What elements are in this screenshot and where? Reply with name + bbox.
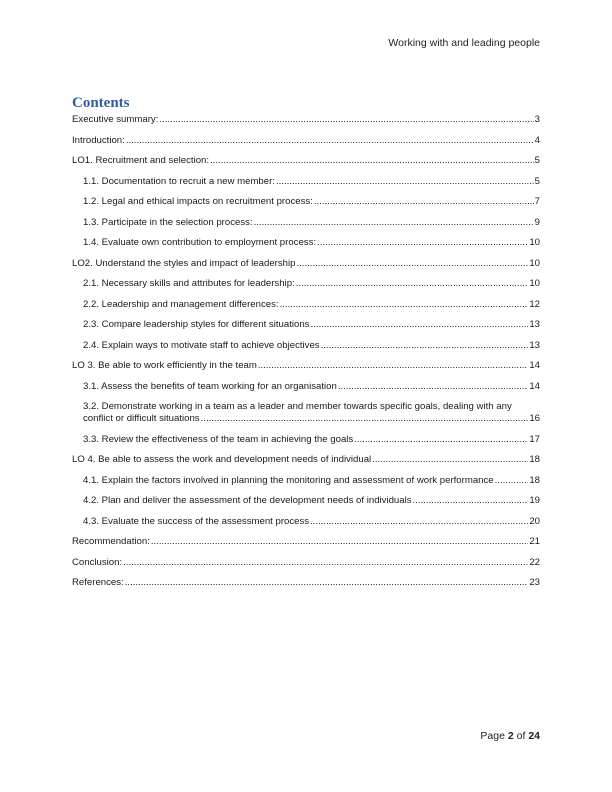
page-footer [480, 730, 540, 742]
toc-entry[interactable]: LO 4. Be able to assess the work and development needs of individual ..... 18 [72, 454, 540, 466]
page-label: Page [480, 730, 505, 742]
total-pages: 24 [528, 730, 540, 742]
toc-entry[interactable]: LO2. Understand the styles and impact of leadership ..... 10 [72, 258, 540, 270]
toc-entry[interactable]: 3.1. Assess the benefits of team working for an organisation ..... 14 [72, 381, 540, 393]
current-page-number: 2 [507, 730, 514, 742]
toc-entry[interactable]: 2.2. Leadership and management differences: ..... 12 [72, 299, 540, 311]
toc-entry[interactable]: References: ..... 23 [72, 577, 540, 589]
toc-entry[interactable]: 4.1. Explain the factors involved in planning the monitoring and assessment of work performance ..... 18 [72, 475, 540, 487]
toc-entry[interactable]: 2.1. Necessary skills and attributes for leadership: ..... 10 [72, 278, 540, 290]
toc-entry[interactable]: 1.2. Legal and ethical impacts on recruitment process: ..... 7 [72, 196, 540, 208]
toc-entry[interactable]: 3.3. Review the effectiveness of the team in achieving the goals ..... 17 [72, 434, 540, 446]
toc-entry[interactable]: 1.1. Documentation to recruit a new member: ..... 5 [72, 176, 540, 188]
toc-entry[interactable]: LO1. Recruitment and selection: ..... 5 [72, 155, 540, 167]
toc-entry[interactable]: 2.4. Explain ways to motivate staff to achieve objectives ..... 13 [72, 340, 540, 352]
toc-entry[interactable]: 1.3. Participate in the selection process: ..... 9 [72, 217, 540, 229]
of-label: of [516, 730, 526, 742]
toc-heading: Contents [72, 95, 130, 111]
toc-entry[interactable]: 4.2. Plan and deliver the assessment of the development needs of individuals ..... 19 [72, 495, 540, 507]
toc-entry[interactable]: 3.2. Demonstrate working in a team as a leader and member towards specific goals, dealing with any conflict or difficult situations ..... 16 [72, 401, 540, 425]
toc-entry[interactable]: 2.3. Compare leadership styles for different situations ..... 13 [72, 319, 540, 331]
toc-entry[interactable]: Introduction: ..... 4 [72, 135, 540, 147]
toc-entry[interactable]: 1.4. Evaluate own contribution to employment process: ..... 10 [72, 237, 540, 249]
toc-entry[interactable]: 4.3. Evaluate the success of the assessment process ..... 20 [72, 516, 540, 528]
page-header: Working with and leading people [388, 37, 540, 49]
toc-entry[interactable]: Conclusion: ..... 22 [72, 557, 540, 569]
toc-entry[interactable]: LO 3. Be able to work efficiently in the team ..... 14 [72, 360, 540, 372]
toc-entry[interactable]: Recommendation: ..... 21 [72, 536, 540, 548]
toc-entry[interactable]: Executive summary: ..... 3 [72, 114, 540, 126]
table-of-contents [72, 114, 540, 598]
